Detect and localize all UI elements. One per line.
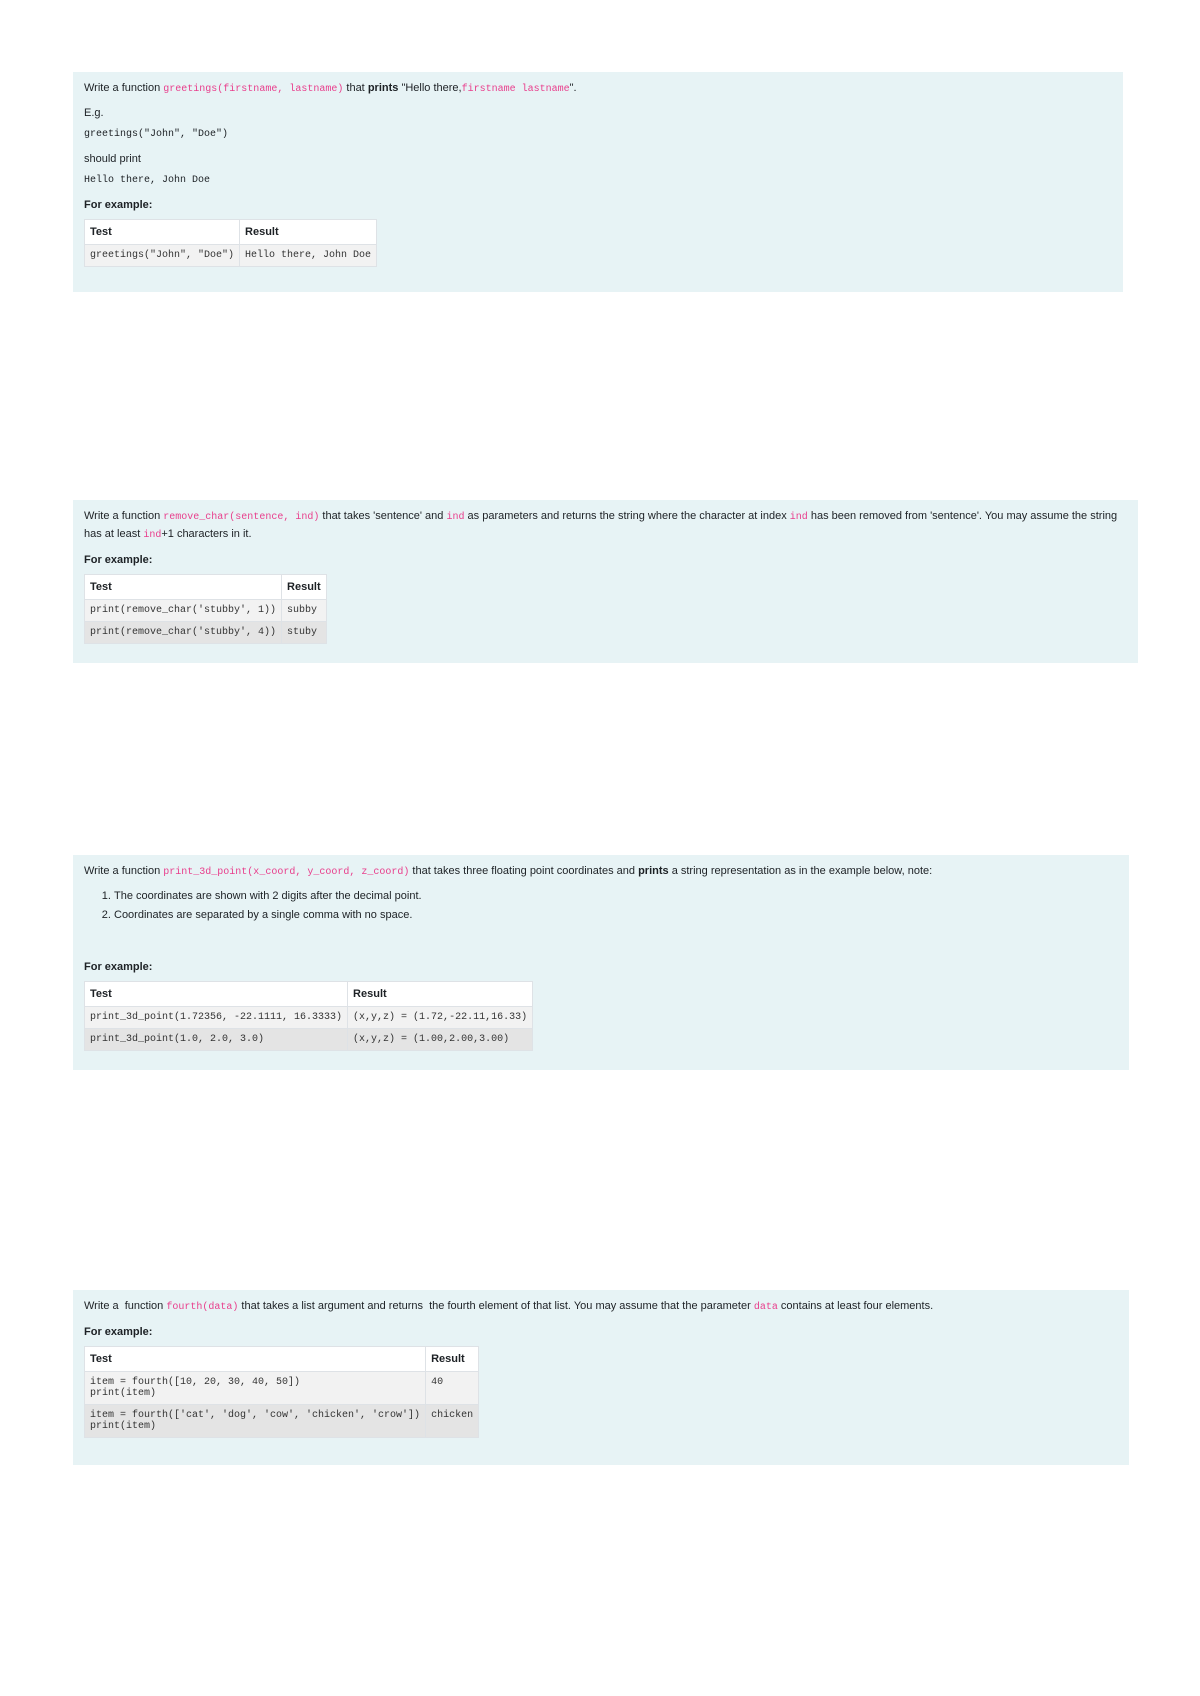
table-cell-test: print(remove_char('stubby', 1)) xyxy=(85,600,282,622)
q3-function-signature: print_3d_point(x_coord, y_coord, z_coord) xyxy=(163,867,410,878)
table-row xyxy=(85,1029,533,1051)
q1-text: ". xyxy=(569,82,577,94)
q2-text: has been removed from 'sentence'. You may assume the string has at least xyxy=(84,510,1118,540)
q1-function-signature: greetings(firstname, lastname) xyxy=(163,84,344,95)
q4-code: data xyxy=(753,1302,778,1313)
q4-description xyxy=(84,1298,1118,1316)
column-header-result: Result xyxy=(240,220,377,245)
q3-text: Write a function xyxy=(84,865,161,877)
q2-code: ind xyxy=(143,530,162,541)
q1-should-print: should print xyxy=(84,153,141,165)
q2-description xyxy=(84,508,1127,544)
q4-example-table xyxy=(84,1346,479,1438)
q1-should-print-code: Hello there, John Doe xyxy=(84,175,211,186)
table-cell-test: print_3d_point(1.0, 2.0, 3.0) xyxy=(85,1029,348,1051)
table-cell-result: (x,y,z) = (1.72,-22.11,16.33) xyxy=(348,1007,533,1029)
q2-for-example-label: For example: xyxy=(84,554,153,566)
q2-code: ind xyxy=(446,512,465,523)
q1-eg-label: E.g. xyxy=(84,107,104,119)
q2-text: +1 characters in it. xyxy=(161,528,252,540)
q1-example-table xyxy=(84,219,377,267)
table-row xyxy=(85,622,327,644)
table-cell-test: item = fourth(['cat', 'dog', 'cow', 'chicken', 'crow']) print(item) xyxy=(85,1405,426,1438)
column-header-result: Result xyxy=(348,982,533,1007)
q4-text: that takes a list argument and returns the fourth element of that list. You may assume that the parameter xyxy=(241,1300,751,1312)
q2-example-table xyxy=(84,574,327,644)
table-cell-test: greetings("John", "Doe") xyxy=(85,245,240,267)
q2-text: Write a function xyxy=(84,510,161,522)
q1-bold-text: prints xyxy=(367,82,399,94)
column-header-test: Test xyxy=(85,220,240,245)
table-cell-test: print_3d_point(1.72356, -22.1111, 16.3333) xyxy=(85,1007,348,1029)
list-item: 2. Coordinates are separated by a single comma with no space. xyxy=(114,906,1118,925)
list-item: 1. The coordinates are shown with 2 digits after the decimal point. xyxy=(114,887,1118,906)
table-row xyxy=(85,1372,479,1405)
question-3 xyxy=(73,855,1129,1070)
question-4 xyxy=(73,1290,1129,1465)
table-cell-result: chicken xyxy=(426,1405,479,1438)
table-cell-test: item = fourth([10, 20, 30, 40, 50]) print(item) xyxy=(85,1372,426,1405)
question-2 xyxy=(73,500,1138,663)
table-row xyxy=(85,1405,479,1438)
table-row xyxy=(85,245,377,267)
q2-text: as parameters and returns the string where the character at index xyxy=(467,510,787,522)
table-row xyxy=(85,600,327,622)
q3-for-example-label: For example: xyxy=(84,961,153,973)
table-cell-result: subby xyxy=(282,600,327,622)
table-cell-result: 40 xyxy=(426,1372,479,1405)
q1-text: that xyxy=(346,82,365,94)
q1-text: "Hello there, xyxy=(401,82,462,94)
q1-code: firstname lastname xyxy=(461,84,570,95)
q4-text: Write a function xyxy=(84,1300,164,1312)
column-header-test: Test xyxy=(85,575,282,600)
q4-for-example-label: For example: xyxy=(84,1326,153,1338)
q3-example-table xyxy=(84,981,533,1051)
q1-eg-code: greetings("John", "Doe") xyxy=(84,129,229,140)
table-row xyxy=(85,1007,533,1029)
q2-text: that takes 'sentence' and xyxy=(322,510,444,522)
q3-text: that takes three floating point coordinates and xyxy=(412,865,636,877)
table-cell-result: Hello there, John Doe xyxy=(240,245,377,267)
table-cell-result: stuby xyxy=(282,622,327,644)
column-header-test: Test xyxy=(85,982,348,1007)
q4-function-signature: fourth(data) xyxy=(166,1302,239,1313)
q1-description xyxy=(84,80,1112,98)
column-header-test: Test xyxy=(85,1347,426,1372)
table-cell-result: (x,y,z) = (1.00,2.00,3.00) xyxy=(348,1029,533,1051)
q3-notes-list xyxy=(84,887,1118,925)
q4-text: contains at least four elements. xyxy=(780,1300,934,1312)
q2-function-signature: remove_char(sentence, ind) xyxy=(163,512,320,523)
q1-text: Write a function xyxy=(84,82,161,94)
column-header-result: Result xyxy=(426,1347,479,1372)
q2-code: ind xyxy=(789,512,808,523)
q3-bold-text: prints xyxy=(638,865,669,877)
table-cell-test: print(remove_char('stubby', 4)) xyxy=(85,622,282,644)
q3-description xyxy=(84,863,1118,881)
column-header-result: Result xyxy=(282,575,327,600)
q3-text: a string representation as in the example below, note: xyxy=(671,865,933,877)
question-1 xyxy=(73,72,1123,292)
q1-for-example-label: For example: xyxy=(84,199,153,211)
